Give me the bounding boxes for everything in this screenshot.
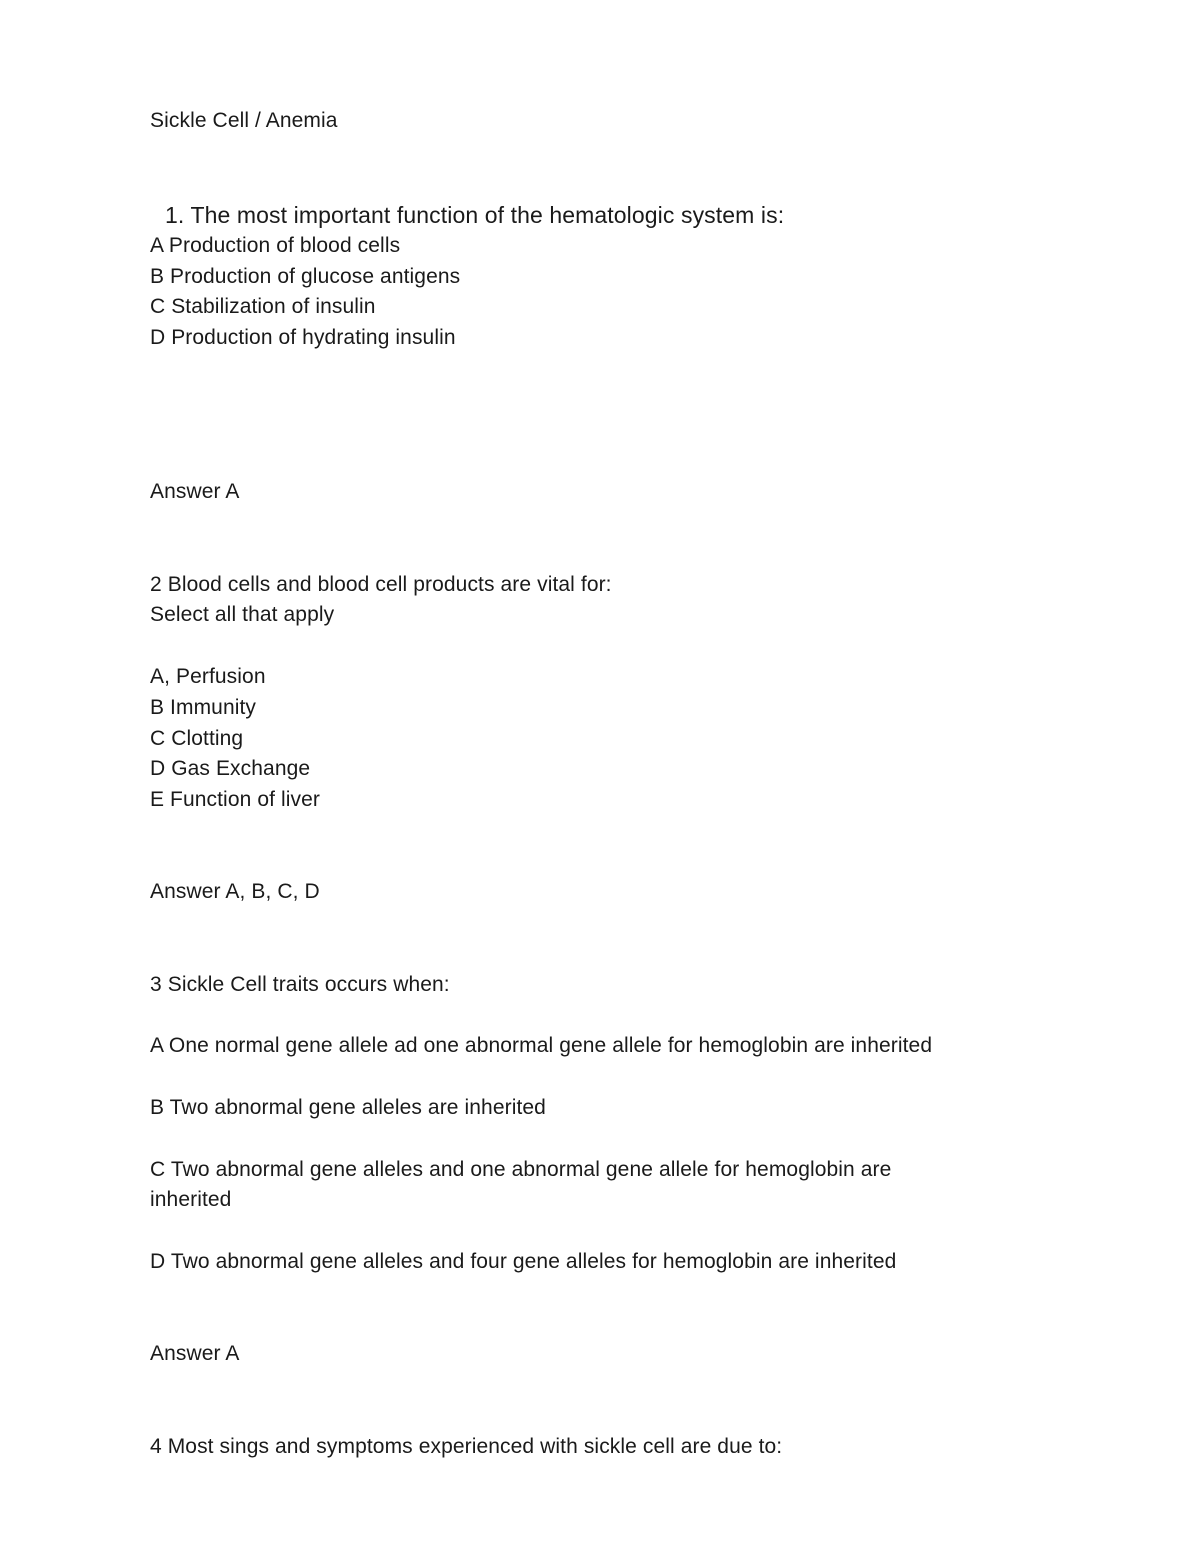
question-1: 1. The most important function of the hematologic system is: (165, 202, 785, 228)
q3-option-b: B Two abnormal gene alleles are inherited (150, 1096, 546, 1119)
question-3: 3 Sickle Cell traits occurs when: (150, 973, 450, 996)
q2-instruction: Select all that apply (150, 603, 335, 626)
q2-option-b: B Immunity (150, 696, 257, 719)
q2-option-e: E Function of liver (150, 788, 320, 811)
document-title: Sickle Cell / Anemia (150, 109, 338, 132)
q3-answer: Answer A (150, 1342, 240, 1365)
q2-option-c: C Clotting (150, 727, 244, 750)
q1-option-a: A Production of blood cells (150, 234, 401, 257)
q2-option-d: D Gas Exchange (150, 757, 311, 780)
question-2: 2 Blood cells and blood cell products are vital for: (150, 573, 612, 596)
q3-option-c-continued: inherited (150, 1188, 232, 1211)
q2-option-a: A, Perfusion (150, 665, 266, 688)
q3-option-a: A One normal gene allele ad one abnormal gene allele for hemoglobin are inherited (150, 1034, 933, 1057)
q1-option-b: B Production of glucose antigens (150, 265, 461, 288)
question-4: 4 Most sings and symptoms experienced with sickle cell are due to: (150, 1435, 783, 1458)
q1-option-d: D Production of hydrating insulin (150, 326, 456, 349)
q3-option-d: D Two abnormal gene alleles and four gene alleles for hemoglobin are inherited (150, 1250, 897, 1273)
q2-answer: Answer A, B, C, D (150, 880, 320, 903)
q3-option-c: C Two abnormal gene alleles and one abnormal gene allele for hemoglobin are (150, 1158, 892, 1181)
q1-option-c: C Stabilization of insulin (150, 295, 376, 318)
q1-answer: Answer A (150, 480, 240, 503)
